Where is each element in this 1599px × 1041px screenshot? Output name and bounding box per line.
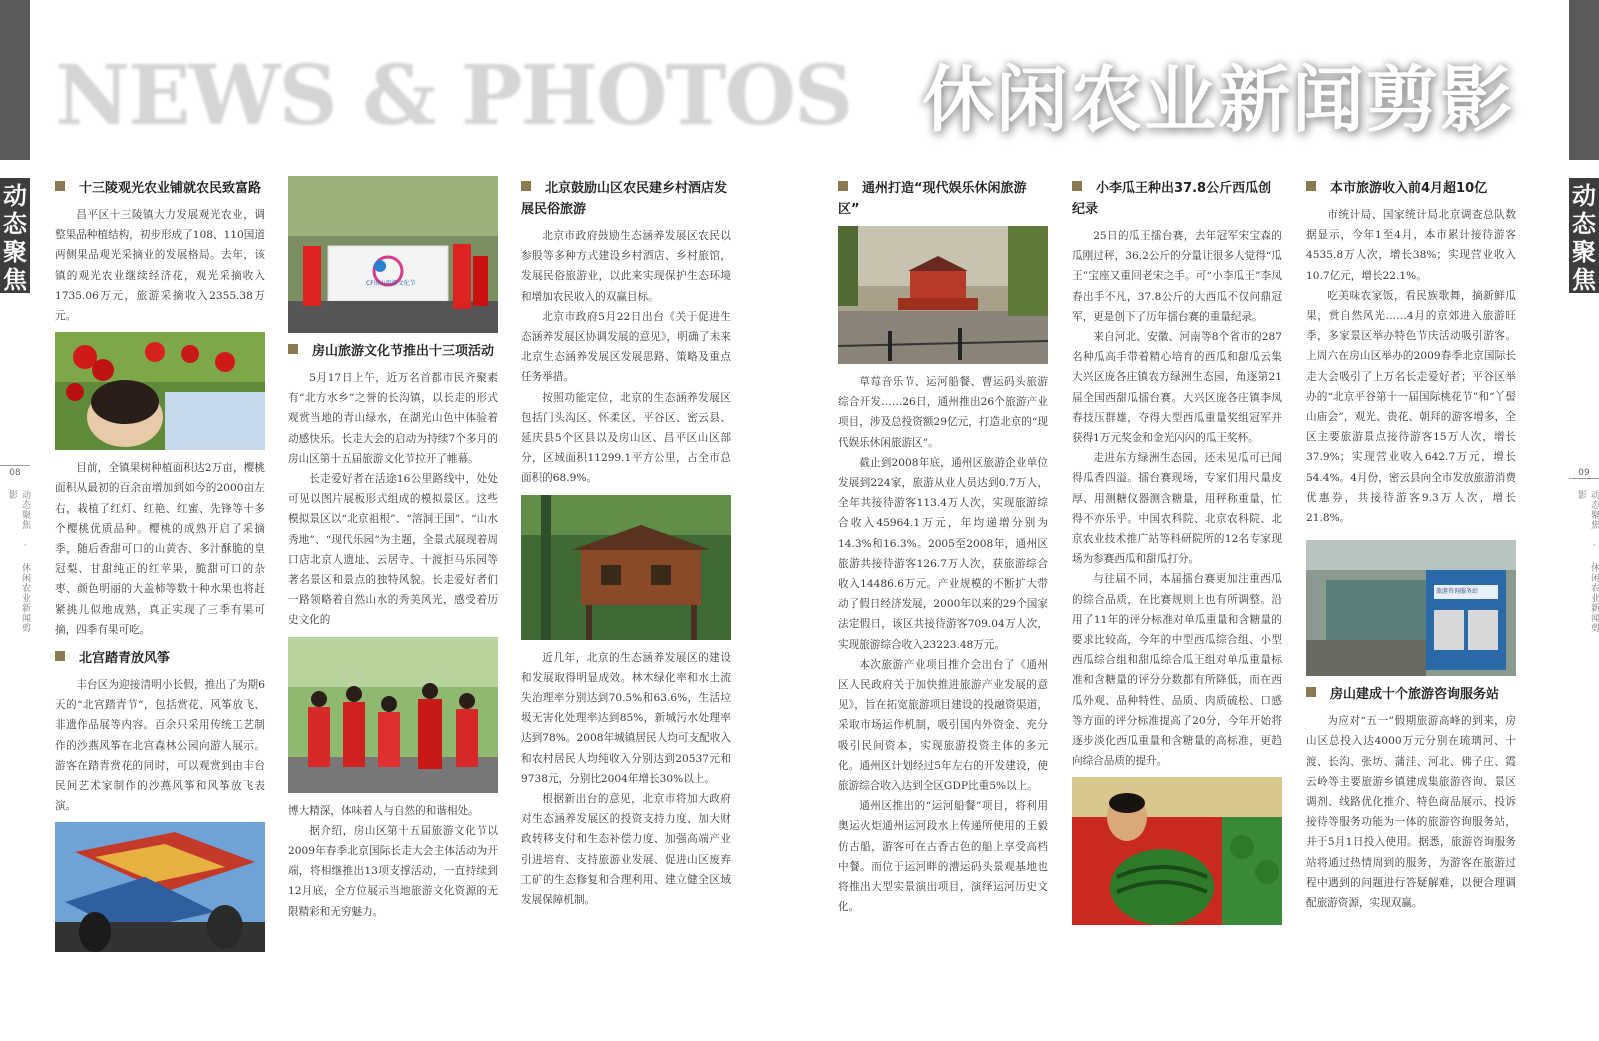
photo-kites [55,822,265,952]
photo-info-booth [1306,540,1516,676]
headline-text: 北京鼓励山区农民建乡村酒店发展民俗旅游 [521,181,728,217]
left-section-tab: 动态聚焦 [0,178,30,293]
paragraph: 草莓音乐节、运河船餐、曹运码头旅游综合开发……26日，通州推出26个旅游产业项目，涉及总投资额29亿元，打造北京的“现代娱乐休闲旅游区”。 [838,376,1048,449]
headline-fangshan-festival [288,341,498,362]
square-bullet-icon [55,181,65,191]
paragraph: 通州区推出的“运河船餐”项目，将利用奥运火炬通州运河段水上传递所使用的王毅仿古船，游客可在古香古色的船上享受高档中餐。而位于运河畔的漕运码头景观基地也将推出大型实景演出项目，演绎运河历史文化。 [838,800,1048,914]
banner-caption: CF房山旅游文化节 [366,280,416,287]
photo-canal-boat [838,226,1048,364]
photo-watermelon [1072,777,1282,925]
headline-rural-hotels [521,178,731,220]
paragraph: 近几年，北京的生态涵养发展区的建设和发展取得明显成效。林木绿化率和水土流失治理率分别达到70.5%和63.6%，生活垃圾无害化处理率达到85%，新城污水处理率达到78%。2008年城镇居民人均可支配收入和农村居民人均纯收入分别达到20537元和9738元，分别比2004年增长30%以上。 [521,651,731,785]
right-section-tab: 动态聚焦 [1569,178,1599,293]
paragraph: 吃美味农家饭，看民族歌舞，摘新鲜瓜果，赏自然风光……4月的京郊进入旅游旺季，多家景区举办特色节庆活动吸引游客。上周六在房山区举办的2009春季北京国际长走大会吸引了上万名长走爱好者；平谷区举办的“北京平谷第十一届国际桃花节”和“丫髻山庙会”，观光、贵花、朝拜的游客增多，全区主要旅游景点接待游客15万人次，增长37.9%；实现营业收入642.7万元，增长54.4%。4月份，密云县向全市发放旅游消费优惠券，共接待游客9.3万人次，增长21.8%。 [1306,289,1516,525]
right-folio-line [1569,478,1599,479]
headline-fangshan-info-stations [1306,684,1516,705]
square-bullet-icon [55,651,65,661]
paragraph: 本次旅游产业项目推介会出台了《通州区人民政府关于加快推进旅游产业发展的意见》，旨在拓宽旅游项目建设的投融资渠道，采取市场运作机制，吸引国内外资金、充分吸引民间资本，实现旅游投资主体的多元化。通州区计划经过5年左右的开发建设，使旅游综合收入达到全区GDP比重5%以上。 [838,658,1048,793]
paragraph: 昌平区十三陵镇大力发展观光农业，调整果品种植结构，初步形成了108、110国道两侧果品观光采摘业的发展格局。去年，该镇的观光农业继续经济花，观光采摘收入1735.06万元，旅游采摘收入2355.38万元。 [55,209,265,323]
paragraph: 根据新出台的意见，北京市将加大政府对生态涵养发展区的投资支持力度、加大财政转移支付和生态补偿力度、加强高端产业引进培育、支持旅游业发展、促进山区废弃工矿的生态修复和合理利用、建立健全区域发展保障机制。 [521,793,731,907]
paragraph: 北京市政府鼓励生态涵养发展区农民以参股等多种方式建设乡村酒店、乡村旅馆，发展民俗旅游业，以此来实现保护生态环境和增加农民收入的双赢目标。 [521,230,731,303]
square-bullet-icon [288,344,298,354]
column-1 [55,176,265,960]
right-vertical-label: 动态聚焦 · 休闲农业新闻剪影 [1576,490,1599,633]
headline-watermelon-king [1072,178,1282,220]
left-page-number: 08 [9,468,21,478]
left-vertical-label: 动态聚焦 · 休闲农业新闻剪影 [7,490,30,633]
paragraph: 丰台区为迎接清明小长假，推出了为期6天的“北宫踏青节”，包括赏花、风筝放飞、非遗作品展等内容。百余只采用传统工艺制作的沙燕风筝在北宫森林公园向游人展示。游客在踏青赏花的同时，可以观赏到由丰台民间艺术家制作的沙燕风筝和风筝放飞表演。 [55,679,265,813]
paragraph: 按照功能定位，北京的生态涵养发展区包括门头沟区、怀柔区、平谷区、密云县、延庆县5个区县以及房山区、昌平区山区部分，区域面积11299.1平方公里，占全市总面积的68.9%。 [521,391,731,485]
paragraph: 与往届不同，本届擂台赛更加注重西瓜的综合品质，在比赛规则上也有所调整。沿用了11年的评分标准对单瓜重量和含糖量的要求比较高，今年的中型西瓜综合组、小型西瓜综合组和甜瓜综合瓜王组对单瓜重量标准和含糖量的评分分数都有所降低，而在西瓜外观、品种特性、品质、肉质硫松、口感等方面的评分标准提高了20分，今年开始将逐步淡化西瓜重量和含糖量的高标准，更趋向综合品质的提升。 [1072,573,1282,768]
paragraph: 来自河北、安徽、河南等8个省市的287名种瓜高手带着精心培育的西瓜和甜瓜云集大兴区庞各庄镇农方绿洲生态园，角逐第21届全国西甜瓜擂台赛。大兴区庞各庄镇李凤春技压群雄，夺得大型西瓜重量奖组冠军并获得1万元奖金和金光闪闪的瓜王奖杯。 [1072,331,1282,445]
square-bullet-icon [1306,687,1316,697]
paragraph: 市统计局、国家统计局北京调查总队数据显示，今年1至4月，本市累计接待游客4535.8万人次，增长38%；实现营业收入10.7亿元，增长22.1%。 [1306,209,1516,282]
right-side-strip [1569,0,1599,1041]
paragraph: 截止到2008年底，通州区旅游企业单位发展到224家，旅游从业人员达到0.7万人，全年共接待游客113.4万人次，实现旅游综合收入45964.1万元，年均递增分别为14.3%和16.3%。2005至2008年，通州区旅游共接待游客126.7万人次，获旅游综合收入14486.6万元。产业规模的不断扩大带动了假日经济发展，2000年以来的29个国家法定假日，该区共接待游客709.04万人次，实现旅游综合收入23223.48万元。 [838,456,1048,651]
left-grey-bar [0,0,30,160]
paragraph: 据介绍，房山区第十五届旅游文化节以2009年春季北京国际长走大会主体活动为开端，将相继推出13项支撑活动，一直持续到12月底，全方位展示当地旅游文化资源的无限精彩和无穷魅力。 [288,824,498,918]
header-english-title: NEWS & PHOTOS [55,48,852,144]
left-side-strip [0,0,30,1041]
paragraph: 长走爱好者在活途16公里路线中，处处可见以图片展板形式组成的模拟景区。这些模拟景区以“北京祖根”、“溶洞王国”、“山水秀地”、“现代乐园”为主题，全景式展现着周口店北京人遗址、云居寺、十渡拒马乐园等著名景区和景点的独特风貌。长走爱好者们一路领略着自然山水的秀美风光，感受着历史文化的 [288,473,498,627]
headline-text: 房山建成十个旅游咨询服务站 [1330,687,1500,703]
headline-beigong [55,648,265,669]
column-2 [288,176,498,922]
paragraph: 5月17日上午，近万名首都市民齐聚素有“北方水乡”之誉的长沟镇，以长走的形式观赏当地的青山绿水，在湖光山色中体验着动感快乐。长走大会的启动为持续7个多月的房山区第十五届旅游文化节拉开了帷幕。 [288,372,498,465]
paragraph: 走进东方绿洲生态园，还未见瓜可已闻得瓜香四溢。擂台赛现场，专家们用尺量皮厚、用测糖仪器测含糖量，用秤称重量，忙得不亦乐乎。中国农科院、北京农科院、北京农业技术推广站等科研院所的12名专家现场为参赛西瓜和甜瓜打分。 [1072,452,1282,566]
right-page-number: 09 [1578,468,1590,478]
headline-tongzhou [838,178,1048,220]
header-chinese-title: 休闲农业新闻剪影 [921,58,1514,142]
column-4 [838,176,1048,917]
headline-text: 房山旅游文化节推出十三项活动 [312,344,495,359]
square-bullet-icon [521,181,531,191]
column-6 [1306,176,1516,913]
square-bullet-icon [1072,181,1082,191]
paragraph: 为应对“五一”假期旅游高峰的到来，房山区总投入达4000万元分别在琉璃河、十渡、长沟、张坊、蒲洼、河北、佛子庄、霞云岭等主要旅游乡镇建成集旅游咨询、景区调剂、线路优化推介、特色商品展示、投诉接待等服务功能为一体的旅游咨询服务站，并于5月1日投入使用。据悉，旅游咨询服务站将通过热情周到的服务，为游客在旅游过程中遇到的问题进行答疑解难，以便合理调配旅游资源，实现双赢。 [1306,715,1516,910]
photo-treehouse [521,495,731,640]
square-bullet-icon [838,181,848,191]
headline-shisanling [55,178,265,199]
paragraph: 25日的瓜王擂台赛，去年冠军宋宝森的瓜刚过秤，36.2公斤的分量让很多人觉得“瓜王”宝座又重回老宋之手。可“小李瓜王”李凤春出手不凡，37.8公斤的大西瓜不仅问鼎冠军，更是创下了历年擂台赛的重量纪录。 [1072,230,1282,323]
booth-caption: 旅游咨询服务站 [1436,588,1479,596]
headline-text: 十三陵观光农业铺就农民致富路 [79,181,262,196]
right-grey-bar [1569,0,1599,160]
column-5 [1072,176,1282,933]
headline-text: 小李瓜王种出37.8公斤西瓜创纪录 [1072,181,1272,217]
left-folio-line [0,465,30,466]
paragraph: 目前，全镇果树种植面积达2万亩，樱桃面积从最初的百余亩增加到如今的2000亩左右，栽植了红灯、红艳、红蜜、先锋等十多个樱桃优质品种。樱桃的成熟开启了采摘季，随后香甜可口的山黄杏、多汁酥脆的皇冠梨、甘甜纯正的红苹果，脆甜可口的杂枣、颜色明丽的大盖柿等数十种水果也将赶紧挑儿似地成熟，真正实现了三季有果可摘，四季有果可吃。 [55,462,265,636]
headline-text: 通州打造“现代娱乐休闲旅游区” [838,181,1027,217]
photo-parade-banner [288,176,498,333]
paragraph: 北京市政府5月22日出台《关于促进生态涵养发展区协调发展的意见》，明确了未来北京生态涵养发展区发展思路、策略及重点任务举措。 [521,310,731,384]
headline-text: 北宫踏青放风筝 [79,651,171,667]
photo-cherry-picking [55,332,265,450]
column-3 [521,176,731,910]
headline-text: 本市旅游收入前4月超10亿 [1330,181,1488,196]
headline-tourism-revenue [1306,178,1516,199]
paragraph: 博大精深，体味着人与自然的和谐相处。 [288,804,479,817]
photo-walkers [288,637,498,793]
square-bullet-icon [1306,181,1316,191]
